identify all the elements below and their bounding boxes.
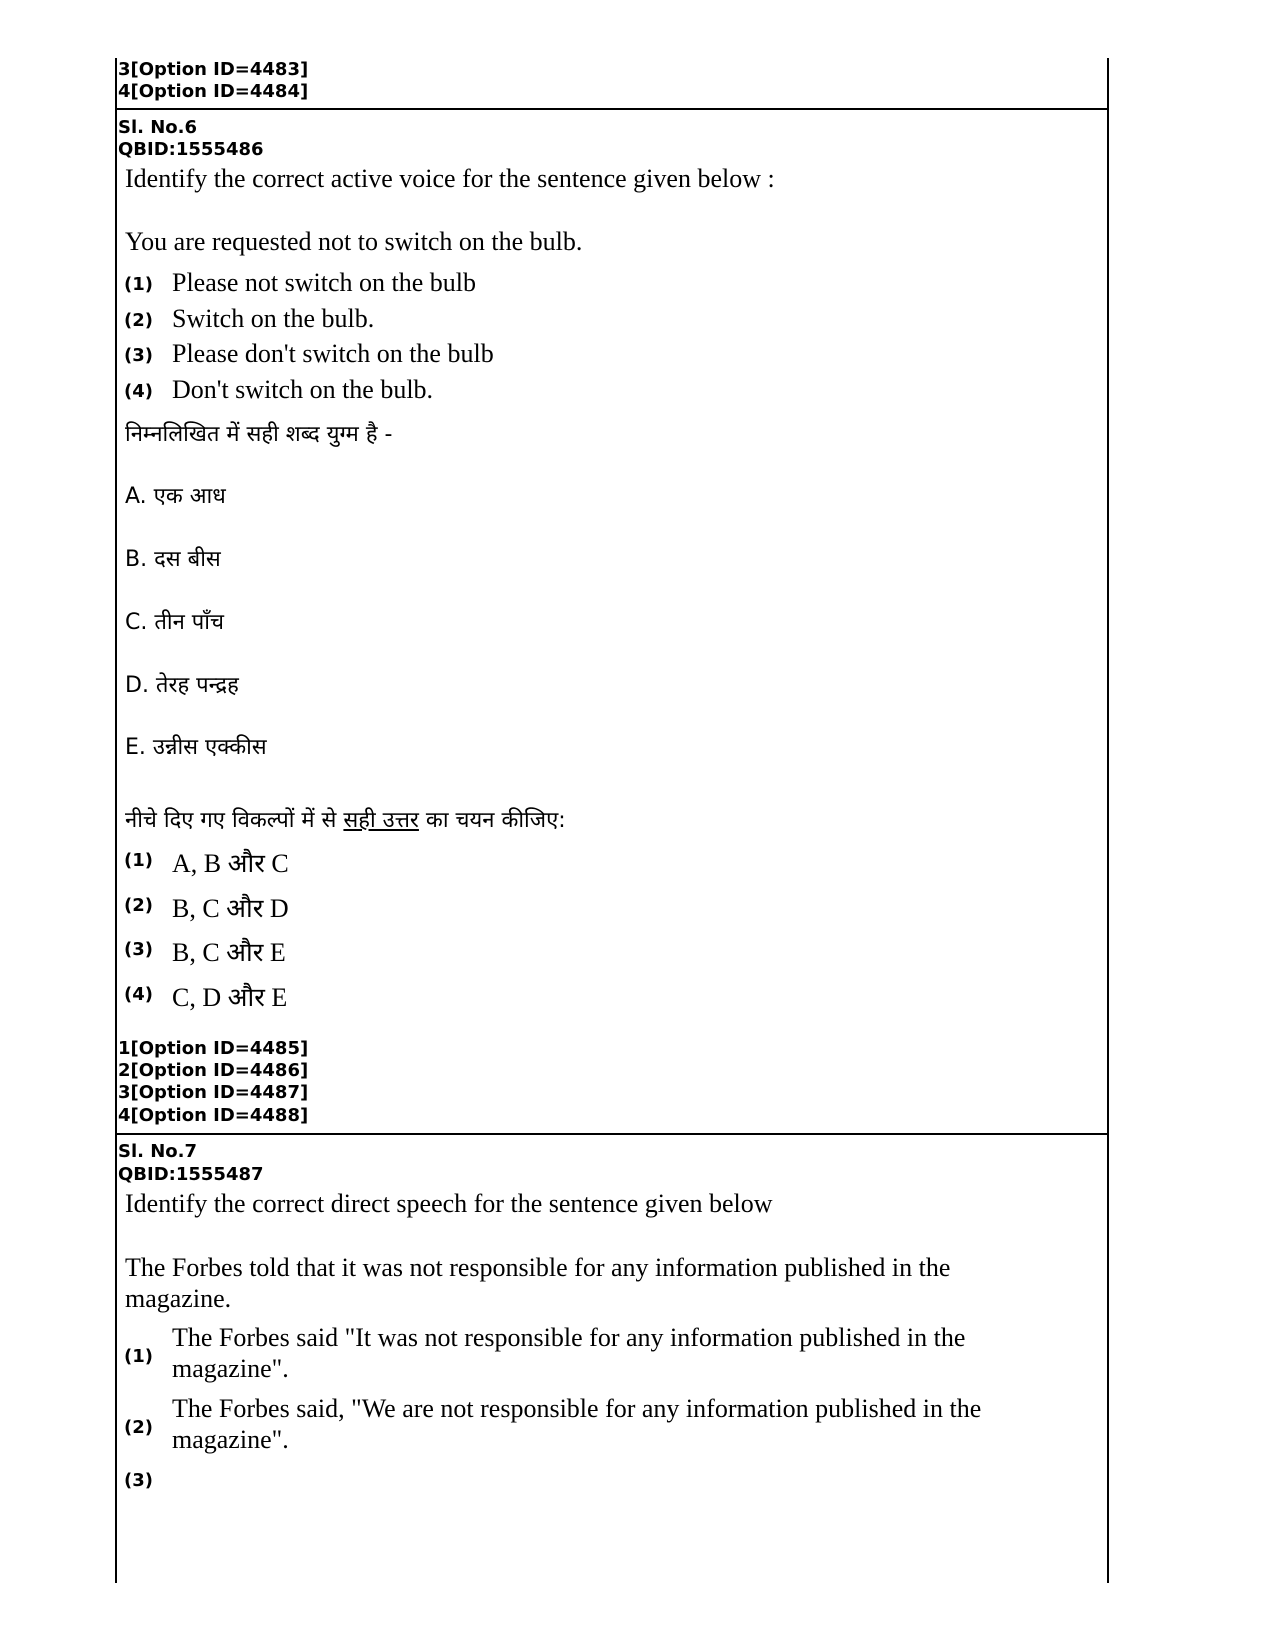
instruction-suffix: का चयन कीजिए: xyxy=(418,808,566,833)
choice-text: Please not switch on the bulb xyxy=(172,268,477,297)
choice-number: (4) xyxy=(124,984,153,1005)
choice-number: (2) xyxy=(124,310,153,331)
choice-number: (1) xyxy=(124,850,153,871)
qbid: QBID:1555487 xyxy=(118,1164,264,1185)
hindi-prompt: निम्नलिखित में सही शब्द युग्म है - xyxy=(125,422,393,447)
instruction-underlined: सही उत्तर xyxy=(343,808,419,833)
serial-number: Sl. No.7 xyxy=(118,1141,198,1162)
option-id-line: 2[Option ID=4486] xyxy=(118,1060,309,1081)
hindi-item: A. एक आध xyxy=(125,484,226,509)
choice-text: C, D और E xyxy=(172,983,288,1012)
choice-number: (4) xyxy=(124,381,153,402)
option-id-line: 3[Option ID=4483] xyxy=(118,59,309,80)
choice-number: (3) xyxy=(124,939,153,960)
choice-text: Please don't switch on the bulb xyxy=(172,339,494,368)
row-divider xyxy=(115,108,1107,110)
question-sentence: magazine. xyxy=(125,1284,232,1313)
question-sentence: The Forbes told that it was not responsible for any information published in the xyxy=(125,1253,951,1282)
choice-text: magazine". xyxy=(172,1354,289,1383)
choice-number: (3) xyxy=(124,1470,153,1491)
choice-text: The Forbes said, "We are not responsible for any information published in the xyxy=(172,1394,982,1423)
choice-text: B, C और D xyxy=(172,894,289,923)
serial-number: Sl. No.6 xyxy=(118,117,198,138)
choice-text: A, B और C xyxy=(172,849,289,878)
question-prompt: Identify the correct direct speech for the sentence given below xyxy=(125,1189,773,1218)
choice-number: (1) xyxy=(124,1346,153,1367)
option-id-line: 4[Option ID=4484] xyxy=(118,81,309,102)
hindi-select-instruction xyxy=(125,804,566,834)
hindi-item: E. उन्नीस एक्कीस xyxy=(125,735,267,760)
question-prompt: Identify the correct active voice for the sentence given below : xyxy=(125,164,775,193)
choice-text: The Forbes said "It was not responsible for any information published in the xyxy=(172,1323,966,1352)
choice-number: (3) xyxy=(124,345,153,366)
choice-text: Don't switch on the bulb. xyxy=(172,375,434,404)
row-divider xyxy=(115,1133,1107,1135)
choice-text: Switch on the bulb. xyxy=(172,304,375,333)
hindi-item: D. तेरह पन्द्रह xyxy=(125,673,239,698)
choice-number: (2) xyxy=(124,1417,153,1438)
choice-number: (2) xyxy=(124,895,153,916)
hindi-item: C. तीन पाँच xyxy=(125,610,224,635)
hindi-item: B. दस बीस xyxy=(125,547,221,572)
option-id-line: 3[Option ID=4487] xyxy=(118,1082,309,1103)
choice-number: (1) xyxy=(124,274,153,295)
instruction-prefix: नीचे दिए गए विकल्पों में से xyxy=(125,808,344,833)
qbid: QBID:1555486 xyxy=(118,139,264,160)
question-sentence: You are requested not to switch on the bulb. xyxy=(125,227,583,256)
choice-text: B, C और E xyxy=(172,938,286,967)
option-id-line: 4[Option ID=4488] xyxy=(118,1105,309,1126)
choice-text: magazine". xyxy=(172,1425,289,1454)
option-id-line: 1[Option ID=4485] xyxy=(118,1038,309,1059)
